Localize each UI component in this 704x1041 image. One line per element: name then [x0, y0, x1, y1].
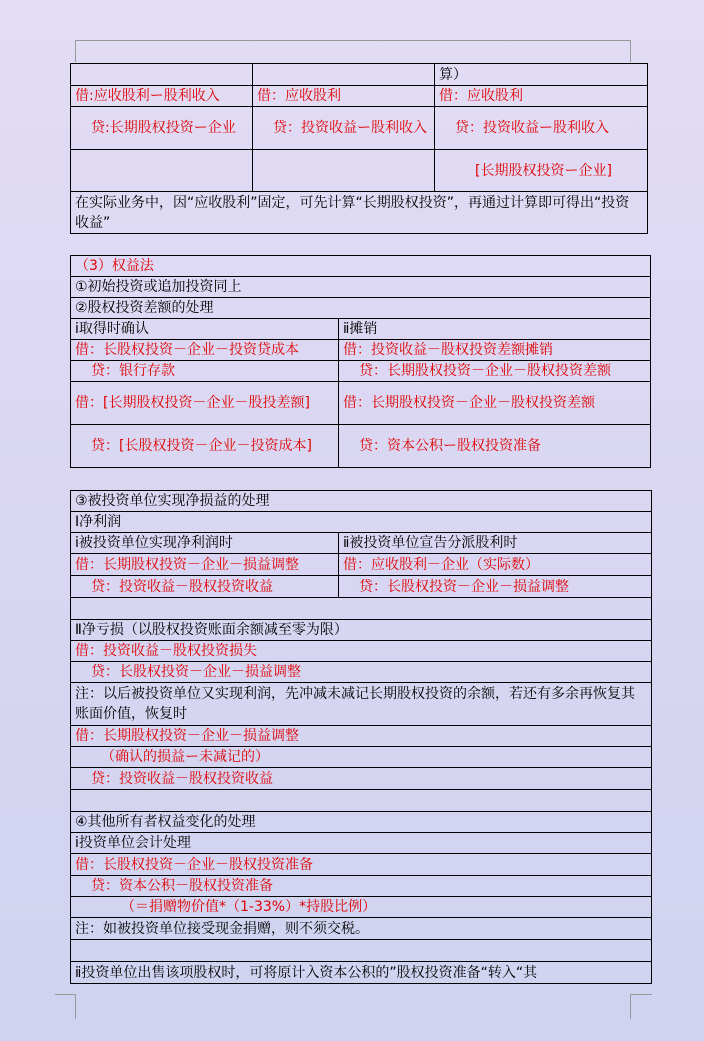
section-line: Ⅱ净亏损（以股权投资账面余额减至零为限） — [71, 620, 652, 641]
table-cell: 借：应收股利－企业（实际数） — [339, 554, 652, 576]
entry-line: 借：长期股权投资－企业－损益调整 — [71, 726, 652, 747]
top-left-corner-mark — [75, 40, 76, 62]
table-cell: 贷:长期股权投资ー企业 — [71, 107, 253, 150]
section-line: ④其他所有者权益变化的处理 — [71, 812, 652, 833]
note-text: 注：以后被投资单位又实现利润，先冲减未减记长期股权投资的余额，若还有多余再恢复其账面价值，恢复时 — [71, 683, 652, 726]
note-text: 在实际业务中，因“应收股利”固定，可先计算“长期股权投资”，再通过计算即可得出“投资收益” — [71, 192, 648, 234]
table-cell: 借：投资收益－股权投资差额摊销 — [339, 340, 651, 361]
table-cell: 借：[长期股权投资－企业－股投差额] — [71, 382, 339, 425]
table-cell: [长期股权投资ー企业] — [435, 150, 648, 192]
table-cell: 算） — [435, 64, 648, 86]
table-cell: 贷：长期股权投资－企业－股权投资差额 — [339, 361, 651, 382]
table-cell: 借：应收股利 — [253, 86, 435, 107]
table-row — [71, 192, 648, 234]
entry-line: 贷：长股权投资－企业－损益调整 — [71, 662, 652, 683]
column-header: ⅱ被投资单位宣告分派股利时 — [339, 533, 652, 554]
column-header: ⅰ被投资单位实现净利润时 — [71, 533, 339, 554]
table-cell: 贷：投资收益ー股利收入 — [435, 107, 648, 150]
entry-line: 借：投资收益－股权投资损失 — [71, 641, 652, 662]
table-cell: 贷：投资收益ー股利收入 — [253, 107, 435, 150]
entry-line: （＝捐赠物价值*（1-33%）*持股比例） — [71, 897, 652, 918]
section-line: ⅱ投资单位出售该项股权时，可将原计入资本公积的”股权投资准备“转入“其 — [71, 962, 652, 984]
table-cell: 借：应收股利 — [435, 86, 648, 107]
empty-row — [71, 598, 652, 620]
table-cell: 贷：长股权投资－企业－损益调整 — [339, 576, 652, 598]
entry-line: （确认的损益ー未减记的） — [71, 747, 652, 768]
empty-row — [71, 790, 652, 812]
table-cell: 贷：[长股权投资－企业－投资成本] — [71, 425, 339, 468]
column-header: ⅰ取得时确认 — [71, 319, 339, 340]
table-cell: 借：长期股权投资－企业－股权投资差额 — [339, 382, 651, 425]
table-row — [71, 64, 648, 86]
bottom-right-corner-mark — [630, 994, 631, 1019]
section-line: ②股权投资差额的处理 — [71, 298, 651, 319]
section-line: ①初始投资或追加投资同上 — [71, 277, 651, 298]
table-cell: 贷：银行存款 — [71, 361, 339, 382]
entry-line: 借：长股权投资－企业－股权投资准备 — [71, 854, 652, 876]
bottom-right-corner-mark-h — [630, 994, 652, 995]
top-margin-line — [75, 40, 631, 41]
top-right-corner-mark — [630, 40, 631, 62]
section-title: ③被投资单位实现净损益的处理 — [71, 491, 652, 512]
table-cell — [71, 64, 253, 86]
column-header: ⅱ摊销 — [339, 319, 651, 340]
table-row — [71, 150, 648, 192]
table-cell: 借：长股权投资－企业－投资贷成本 — [71, 340, 339, 361]
bottom-left-corner-mark — [75, 994, 76, 1019]
section-line: Ⅰ净利润 — [71, 512, 652, 533]
bottom-left-corner-mark-h — [55, 994, 75, 995]
table-row — [71, 107, 648, 150]
table-cell: 借：长期股权投资－企业－损益调整 — [71, 554, 339, 576]
table-cell: 借:应收股利ー股利收入 — [71, 86, 253, 107]
empty-row — [71, 940, 652, 962]
table-cell: 贷：资本公积ー股权投资准备 — [339, 425, 651, 468]
cost-method-table — [70, 63, 648, 234]
table-cell — [253, 150, 435, 192]
equity-method-table — [70, 255, 651, 468]
entry-line: 贷：资本公积－股权投资准备 — [71, 876, 652, 897]
table-cell — [253, 64, 435, 86]
section-title: （3）权益法 — [71, 256, 651, 277]
note-text: 注：如被投资单位接受现金捐赠，则不须交税。 — [71, 918, 652, 940]
section-line: ⅰ投资单位会计处理 — [71, 833, 652, 854]
entry-line: 贷：投资收益－股权投资收益 — [71, 768, 652, 790]
table-row — [71, 86, 648, 107]
net-income-table — [70, 490, 652, 984]
table-cell: 贷：投资收益－股权投资收益 — [71, 576, 339, 598]
table-cell — [71, 150, 253, 192]
